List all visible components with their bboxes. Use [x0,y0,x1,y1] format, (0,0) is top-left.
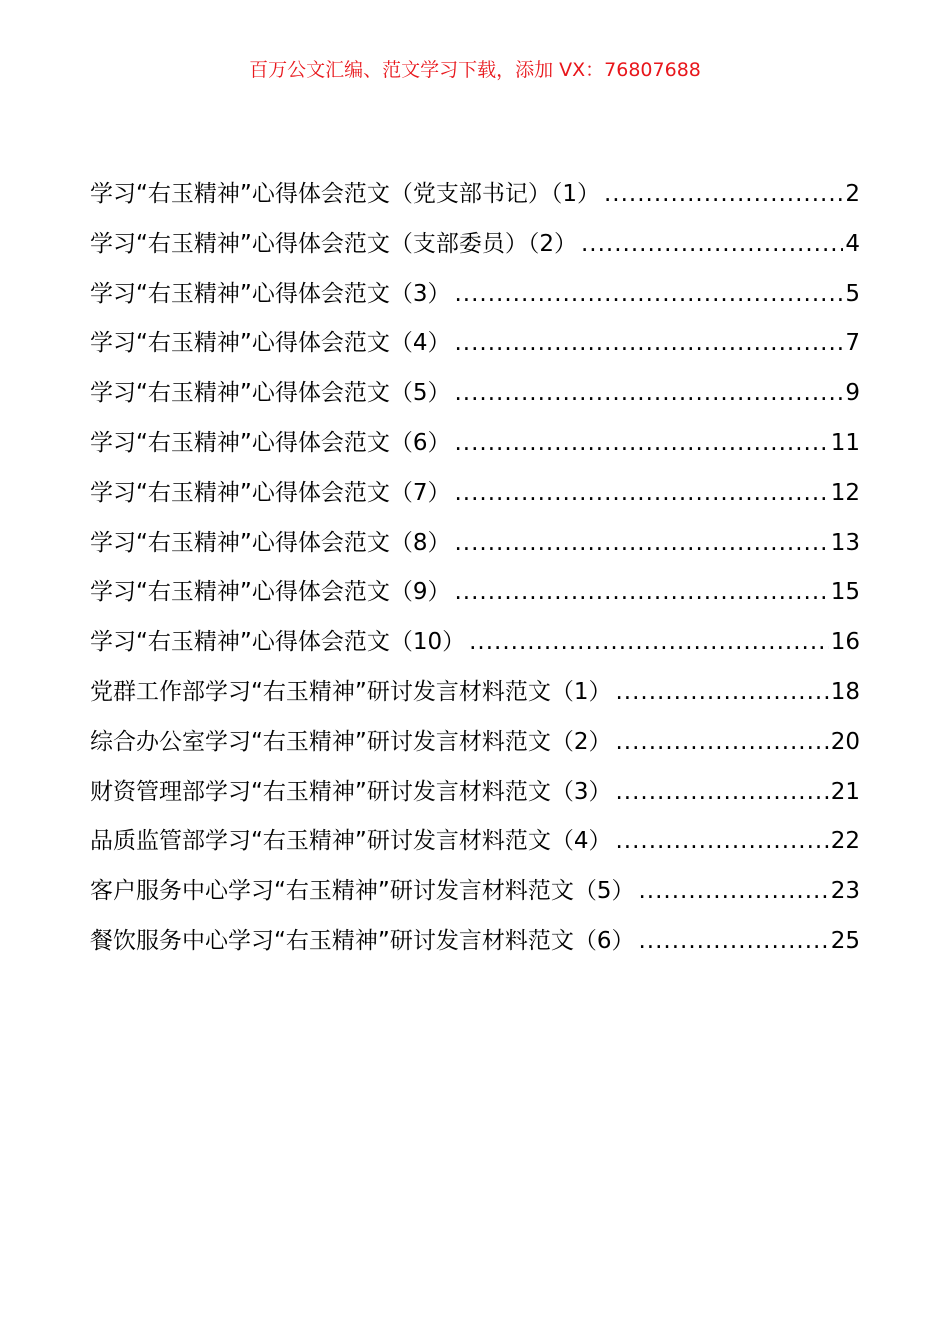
toc-entry[interactable] [90,917,860,967]
toc-dot-leader [638,917,828,967]
toc-entry-title: 学习“右玉精神”心得体会范文（7） [90,479,451,506]
toc-entry-title: 学习“右玉精神”心得体会范文（党支部书记）（1） [90,181,600,207]
toc-entry[interactable] [90,867,860,917]
toc-entry-title: 学习“右玉精神”心得体会范文（8） [90,529,451,556]
toc-entry[interactable] [90,319,860,369]
toc-entry-page: 11 [830,429,860,456]
toc-entry[interactable] [90,220,860,270]
toc-dot-leader [454,419,828,469]
toc-entry-title: 党群工作部学习“右玉精神”研讨发言材料范文（1） [90,678,612,705]
toc-entry-page: 9 [845,380,860,407]
toc-entry[interactable] [90,369,860,419]
toc-entry[interactable] [90,668,860,718]
toc-entry-title: 学习“右玉精神”心得体会范文（5） [90,380,451,407]
toc-entry[interactable] [90,469,860,519]
toc-entry-page: 7 [845,330,860,357]
toc-dot-leader [581,220,843,270]
toc-entry[interactable] [90,768,860,818]
toc-entry-title: 学习“右玉精神”心得体会范文（9） [90,579,451,606]
toc-entry-page: 22 [830,828,860,855]
toc-entry-page: 12 [830,479,860,506]
toc-entry-title: 学习“右玉精神”心得体会范文（4） [90,330,451,357]
toc-entry-page: 20 [830,728,860,755]
toc-entry-page: 15 [830,579,860,606]
toc-entry-title: 学习“右玉精神”心得体会范文（支部委员）（2） [90,230,577,257]
toc-dot-leader [615,817,828,867]
toc-entry-page: 5 [845,280,860,307]
promo-header-note: 百万公文汇编、范文学习下载，添加 VX：76807688 [249,59,701,81]
toc-entry-page: 25 [830,927,860,954]
toc-entry-title: 财资管理部学习“右玉精神”研讨发言材料范文（3） [90,778,612,805]
toc-entry[interactable] [90,618,860,668]
toc-entry-title: 学习“右玉精神”心得体会范文（3） [90,280,451,307]
toc-entry-page: 21 [830,778,860,805]
toc-dot-leader [638,867,828,917]
toc-entry[interactable] [90,817,860,867]
toc-entry[interactable] [90,568,860,618]
toc-dot-leader [615,768,828,818]
toc-dot-leader [454,270,843,320]
toc-entry-page: 4 [845,230,860,257]
toc-entry-title: 学习“右玉精神”心得体会范文（6） [90,429,451,456]
toc-entry-page: 16 [830,629,860,656]
toc-entry-title: 客户服务中心学习“右玉精神”研讨发言材料范文（5） [90,878,635,905]
toc-dot-leader [454,369,843,419]
toc-entry[interactable] [90,419,860,469]
toc-dot-leader [604,170,843,220]
toc-dot-leader [615,668,828,718]
toc-entry-page: 23 [830,878,860,905]
toc-dot-leader [454,469,828,519]
toc-dot-leader [454,519,828,569]
toc-entry[interactable] [90,170,860,220]
toc-dot-leader [454,319,843,369]
toc-entry[interactable] [90,718,860,768]
toc-entry[interactable] [90,519,860,569]
toc-dot-leader [454,568,828,618]
toc-entry-title: 品质监管部学习“右玉精神”研讨发言材料范文（4） [90,828,612,855]
toc-dot-leader [615,718,828,768]
toc-entry-page: 2 [845,181,860,207]
toc-dot-leader [469,618,829,668]
toc-entry-title: 餐饮服务中心学习“右玉精神”研讨发言材料范文（6） [90,927,635,954]
toc-entry-title: 学习“右玉精神”心得体会范文（10） [90,629,466,656]
toc-entry-page: 18 [830,678,860,705]
toc-entry[interactable] [90,270,860,320]
toc-entry-title: 综合办公室学习“右玉精神”研讨发言材料范文（2） [90,728,612,755]
toc-entry-page: 13 [830,529,860,556]
table-of-contents [90,170,860,967]
